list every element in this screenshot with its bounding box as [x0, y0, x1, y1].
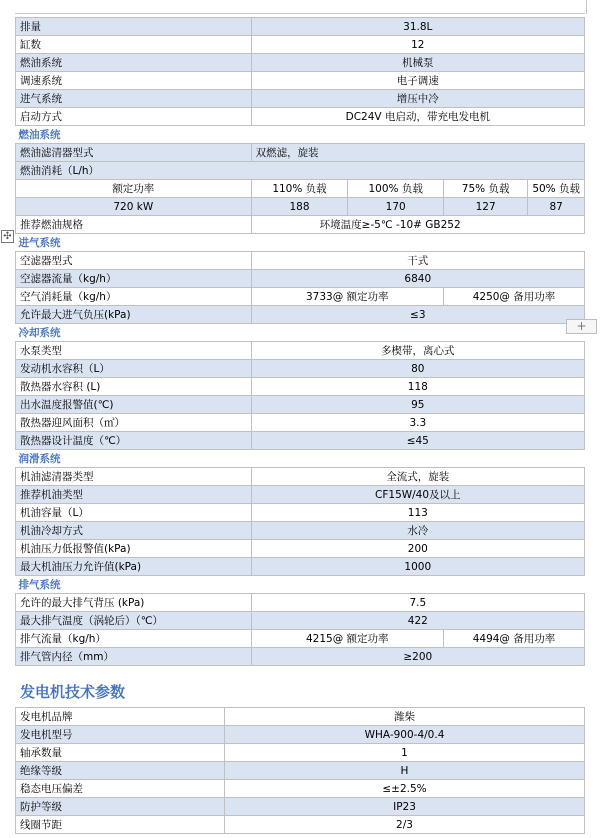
spec-value: 31.8L: [251, 18, 584, 36]
load-value: 127: [443, 198, 527, 216]
generator-heading: 发电机技术参数: [20, 683, 126, 701]
spec-label: 线圈节距: [16, 816, 225, 834]
table-row: [16, 54, 585, 72]
table-row: [16, 780, 585, 798]
table-row: [16, 72, 585, 90]
spec-label: 最大排气温度（涡轮后）（℃）: [16, 612, 252, 630]
load-header: 额定功率: [16, 180, 252, 198]
spec-value: H: [225, 762, 585, 780]
spec-value: 增压中冷: [251, 90, 584, 108]
spec-label: 最大机油压力允许值(kPa): [16, 558, 252, 576]
section-header-fuel: [16, 126, 585, 144]
spec-value: 干式: [251, 252, 584, 270]
load-value: 170: [348, 198, 444, 216]
spec-label: 发动机水容积（L）: [16, 360, 252, 378]
spec-label: 燃油消耗（L/h）: [16, 162, 585, 180]
spec-value: ≤3: [251, 306, 584, 324]
spec-label: 出水温度报警值(℃): [16, 396, 252, 414]
spec-label: 机油滤清器类型: [16, 468, 252, 486]
spec-value: 3.3: [251, 414, 584, 432]
spec-label: 绝缘等级: [16, 762, 225, 780]
table-row: [16, 144, 585, 162]
spec-value: 1: [225, 744, 585, 762]
spec-label: 发电机品牌: [16, 708, 225, 726]
spec-label: 排气流量（kg/h）: [16, 630, 252, 648]
load-value: 87: [528, 198, 585, 216]
spec-label: 允许的最大排气背压 (kPa): [16, 594, 252, 612]
spec-value: 环境温度≥-5℃ -10# GB252: [251, 216, 584, 234]
table-row: [16, 108, 585, 126]
spec-value-standby: 4250@ 备用功率: [443, 288, 584, 306]
table-row: [16, 558, 585, 576]
table-row: [16, 798, 585, 816]
section-title: 排气系统: [16, 576, 585, 594]
table-row: [16, 162, 585, 180]
table-row: [16, 36, 585, 54]
table-row: [16, 522, 585, 540]
spec-value: DC24V 电启动，带充电发电机: [251, 108, 584, 126]
spec-label: 散热器设计温度（℃）: [16, 432, 252, 450]
load-header: 110% 负载: [251, 180, 348, 198]
table-row: [16, 396, 585, 414]
spec-label: 推荐机油类型: [16, 486, 252, 504]
spec-value: 全流式，旋装: [251, 468, 584, 486]
section-header-intake: [16, 234, 585, 252]
spec-label: 轴承数量: [16, 744, 225, 762]
spec-value: 电子调速: [251, 72, 584, 90]
spec-value: 12: [251, 36, 584, 54]
table-row: [16, 594, 585, 612]
load-header: 100% 负载: [348, 180, 444, 198]
table-row: [16, 648, 585, 666]
table-row: [16, 288, 585, 306]
table-row: [16, 270, 585, 288]
spec-label: 空滤器流量（kg/h）: [16, 270, 252, 288]
add-row-button[interactable]: +: [566, 319, 597, 334]
spec-value: 水冷: [251, 522, 584, 540]
spec-value: 113: [251, 504, 584, 522]
table-row: [16, 468, 585, 486]
table-row: [16, 252, 585, 270]
spec-label: 稳态电压偏差: [16, 780, 225, 798]
spec-value: ≥200: [251, 648, 584, 666]
spec-value: 多楔带，离心式: [251, 342, 584, 360]
spec-value-standby: 4494@ 备用功率: [443, 630, 584, 648]
load-header: 75% 负载: [443, 180, 527, 198]
spec-value: 1000: [251, 558, 584, 576]
spec-value: 双燃滤，旋装: [251, 144, 584, 162]
spec-value: 95: [251, 396, 584, 414]
load-header: 50% 负载: [528, 180, 585, 198]
spec-label: 防护等级: [16, 798, 225, 816]
spec-label: 空气消耗量（kg/h）: [16, 288, 252, 306]
section-header-cooling: [16, 324, 585, 342]
table-row: [16, 90, 585, 108]
spec-value: 200: [251, 540, 584, 558]
load-value: 720 kW: [16, 198, 252, 216]
table-row: [16, 342, 585, 360]
spec-value: 422: [251, 612, 584, 630]
spec-value: 118: [251, 378, 584, 396]
spec-value: IP23: [225, 798, 585, 816]
table-row: [16, 504, 585, 522]
spec-label: 缸数: [16, 36, 252, 54]
spec-value: WHA-900-4/0.4: [225, 726, 585, 744]
spec-label: 散热器水容积 (L): [16, 378, 252, 396]
spec-value-rated: 3733@ 额定功率: [251, 288, 443, 306]
table-row: [16, 630, 585, 648]
table-move-handle[interactable]: ✣: [1, 230, 14, 243]
table-row: [16, 18, 585, 36]
spec-label: 发电机型号: [16, 726, 225, 744]
spec-label: 启动方式: [16, 108, 252, 126]
spec-label: 机油容量（L）: [16, 504, 252, 522]
header-rule: [15, 0, 585, 14]
spec-label: 机油冷却方式: [16, 522, 252, 540]
load-value: 188: [251, 198, 348, 216]
table-row: [16, 540, 585, 558]
spec-label: 允许最大进气负压(kPa): [16, 306, 252, 324]
table-row: [16, 816, 585, 834]
spec-value: ≤±2.5%: [225, 780, 585, 798]
section-header-lube: [16, 450, 585, 468]
table-row: [16, 360, 585, 378]
generator-spec-table: [15, 707, 585, 834]
spec-value: CF15W/40及以上: [251, 486, 584, 504]
section-title: 进气系统: [16, 234, 585, 252]
load-header-row: [16, 180, 585, 198]
table-row: [16, 762, 585, 780]
spec-label: 水泵类型: [16, 342, 252, 360]
table-row: [16, 486, 585, 504]
load-value-row: [16, 198, 585, 216]
table-row: [16, 744, 585, 762]
table-row: [16, 378, 585, 396]
spec-label: 空滤器型式: [16, 252, 252, 270]
spec-value: 2/3: [225, 816, 585, 834]
spec-value: 机械泵: [251, 54, 584, 72]
table-row: [16, 612, 585, 630]
spec-label: 排量: [16, 18, 252, 36]
section-title: 润滑系统: [16, 450, 585, 468]
section-header-exhaust: [16, 576, 585, 594]
spec-value: 潍柴: [225, 708, 585, 726]
spec-value: 6840: [251, 270, 584, 288]
table-row: [16, 708, 585, 726]
spec-label: 机油压力低报警值(kPa): [16, 540, 252, 558]
section-title: 冷却系统: [16, 324, 585, 342]
spec-label: 燃油滤清器型式: [16, 144, 252, 162]
spec-label: 散热器迎风面积（㎡）: [16, 414, 252, 432]
table-row: [16, 306, 585, 324]
spec-label: 调速系统: [16, 72, 252, 90]
spec-value: ≤45: [251, 432, 584, 450]
table-row: [16, 414, 585, 432]
spec-label: 进气系统: [16, 90, 252, 108]
table-row: [16, 726, 585, 744]
table-row: [16, 216, 585, 234]
spec-value: 80: [251, 360, 584, 378]
spec-label: 燃油系统: [16, 54, 252, 72]
spec-label: 排气管内径（mm）: [16, 648, 252, 666]
spec-value-rated: 4215@ 额定功率: [251, 630, 443, 648]
spec-value: 7.5: [251, 594, 584, 612]
engine-spec-table: [15, 17, 585, 666]
section-title: 燃油系统: [16, 126, 585, 144]
spec-label: 推荐燃油规格: [16, 216, 252, 234]
table-row: [16, 432, 585, 450]
